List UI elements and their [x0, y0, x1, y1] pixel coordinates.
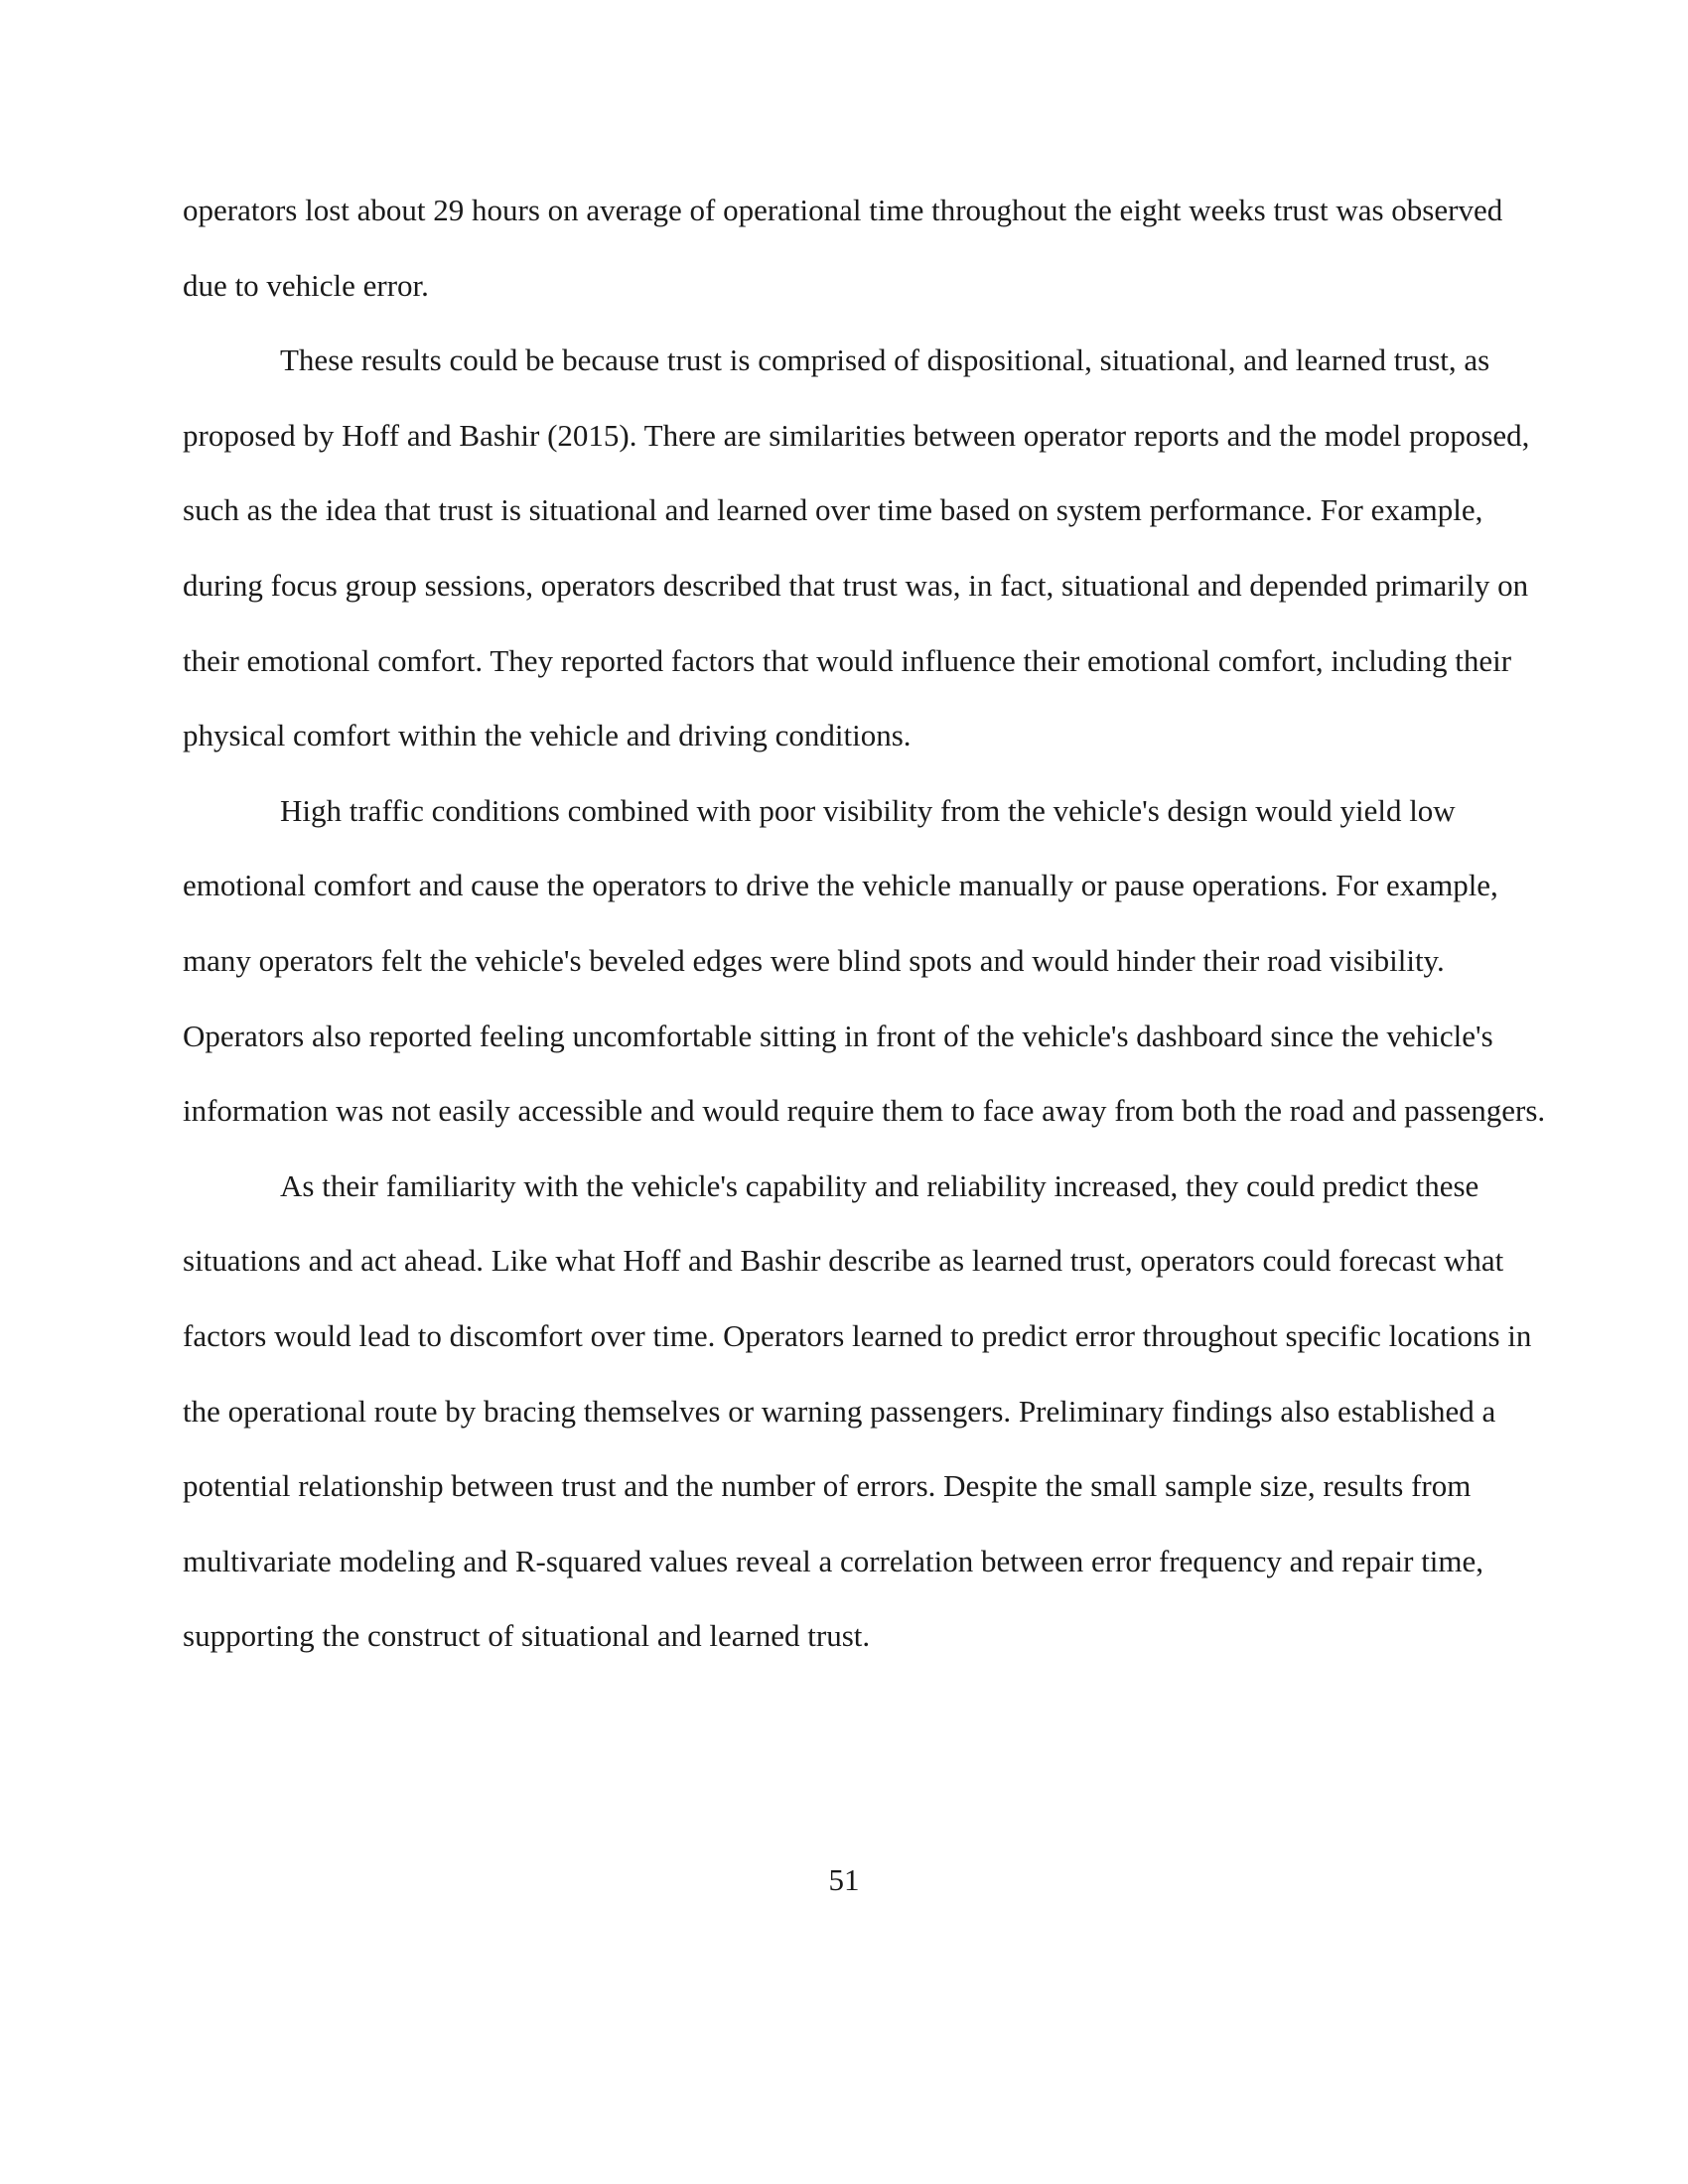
- paragraph-traffic-visibility: High traffic conditions combined with poor visibility from the vehicle's design would yield low emotional comfort and cause the operators to drive the vehicle manually or pause operations. For example, many operators felt the vehicle's beveled edges were blind spots and would hinder their road visibility. Operators also reported feeling uncomfortable sitting in front of the vehicle's dashboard since the vehicle's information was not easily accessible and would require them to face away from both the road and passengers.: [183, 792, 1546, 1129]
- paragraph-continued: operators lost about 29 hours on average of operational time throughout the eight weeks trust was observed due to vehicle error.: [183, 193, 1503, 303]
- paragraph-trust-model: These results could be because trust is comprised of dispositional, situational, and learned trust, as proposed by Hoff and Bashir (2015). There are similarities between operator reports and the model proposed, such as the idea that trust is situational and learned over time based on system performance. For example, during focus group sessions, operators described that trust was, in fact, situational and depended primarily on their emotional comfort. They reported factors that would influence their emotional comfort, including their physical comfort within the vehicle and driving conditions.: [183, 342, 1530, 753]
- body-text: [183, 173, 1548, 1674]
- page-number: 51: [828, 1862, 860, 1897]
- paragraph-learned-trust: As their familiarity with the vehicle's capability and reliability increased, they could predict these situations and act ahead. Like what Hoff and Bashir describe as learned trust, operators could forecast what factors would lead to discomfort over time. Operators learned to predict error throughout specific locations in the operational route by bracing themselves or warning passengers. Preliminary findings also established a potential relationship between trust and the number of errors. Despite the small sample size, results from multivariate modeling and R-squared values reveal a correlation between error frequency and repair time, supporting the construct of situational and learned trust.: [183, 1167, 1532, 1654]
